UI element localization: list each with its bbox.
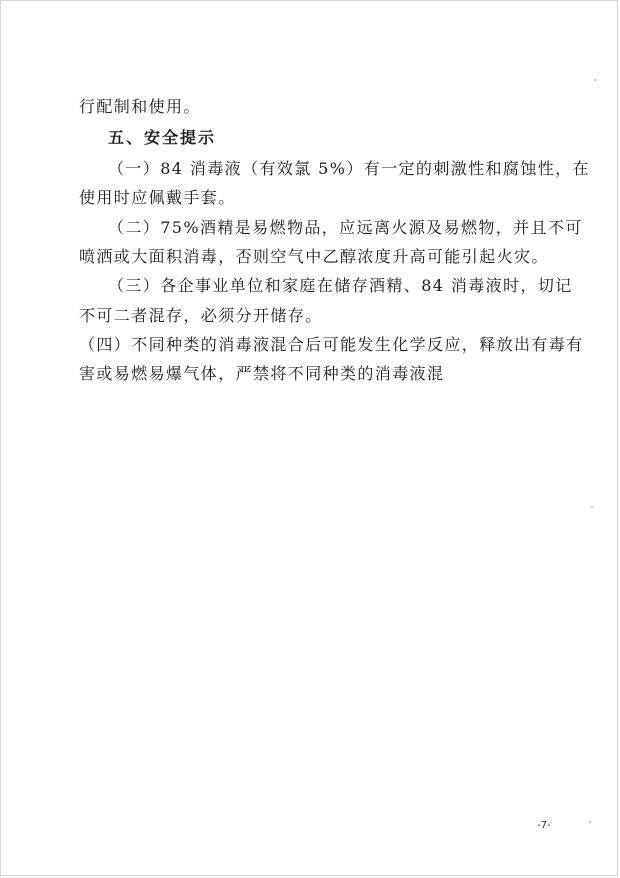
section-heading: 五、安全提示 <box>108 128 217 147</box>
paragraph-line: 行配制和使用。 <box>79 97 201 116</box>
paragraph-line: 喷洒或大面积消毒，否则空气中乙醇浓度升高可能引起火灾。 <box>79 247 549 266</box>
paragraph-line: 不可二者混存，必须分开储存。 <box>79 306 323 325</box>
paragraph-line: （二）75%酒精是易燃物品，应远离火源及易燃物，并且不可 <box>108 218 583 237</box>
scan-speck <box>594 79 596 81</box>
scan-speck <box>591 506 593 508</box>
scan-speck <box>589 821 591 823</box>
paragraph-line: 使用时应佩戴手套。 <box>79 188 236 207</box>
paragraph-line: （一）84 消毒液（有效氯 5%）有一定的刺激性和腐蚀性，在 <box>108 159 590 178</box>
paragraph-line: 害或易燃易爆气体，严禁将不同种类的消毒液混 <box>79 364 445 383</box>
page-number: -7- <box>537 820 551 831</box>
paragraph-line: （三）各企事业单位和家庭在储存酒精、84 消毒液时，切记 <box>108 276 573 295</box>
paragraph-line: （四）不同种类的消毒液混合后可能发生化学反应，释放出有毒有 <box>79 335 584 354</box>
